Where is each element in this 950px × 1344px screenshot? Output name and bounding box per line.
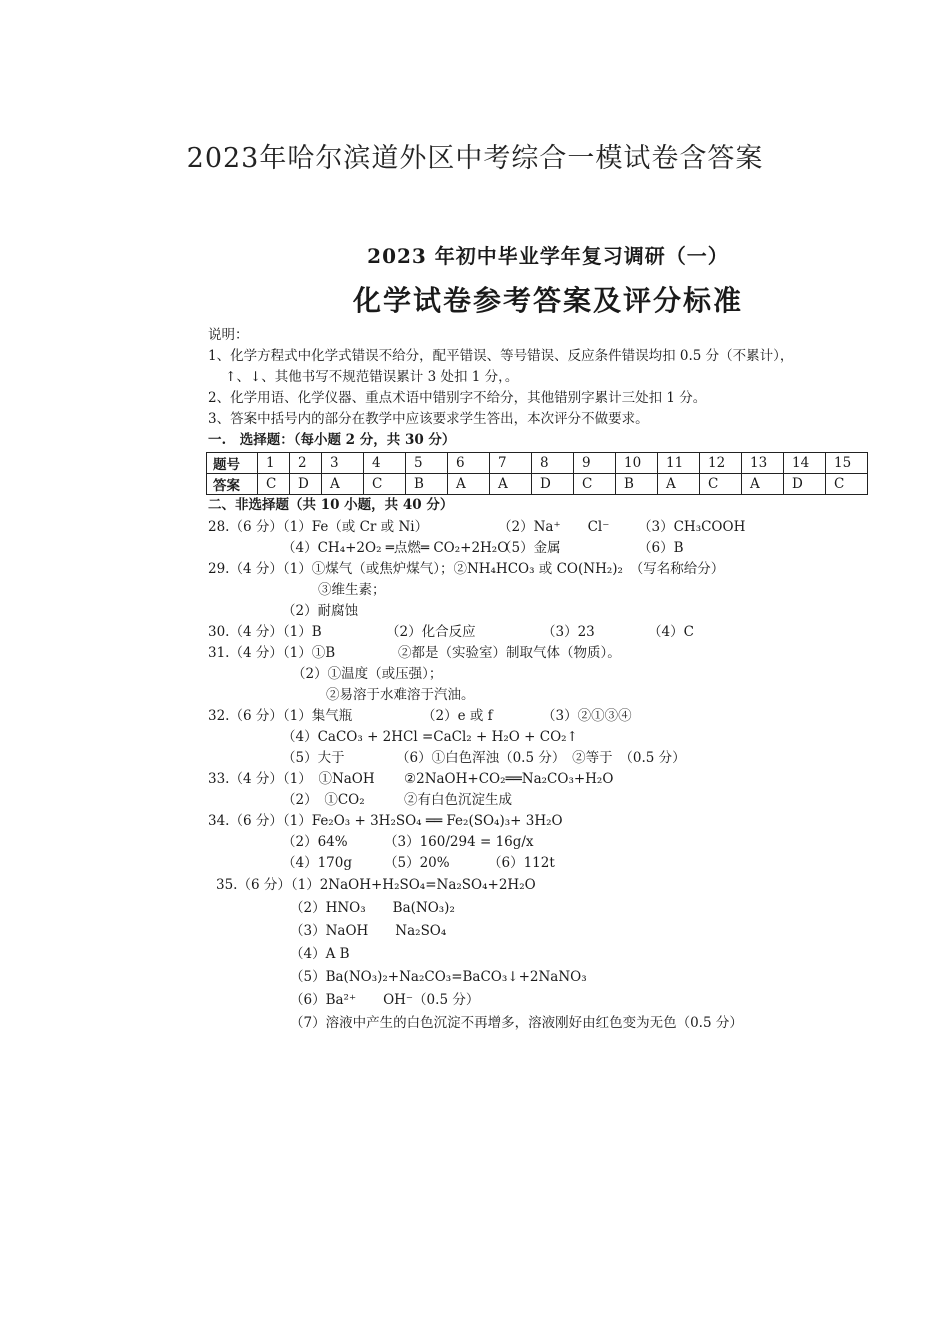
q32-part: （4）CaCO₃ + 2HCl =CaCl₂ + H₂O + CO₂↑	[282, 729, 578, 745]
q30-part: （4）C	[648, 624, 694, 640]
question-number: 5	[406, 453, 448, 474]
answer-line-q33	[208, 769, 898, 790]
answer-line-q34	[208, 811, 898, 832]
q33-part: ②2NaOH+CO₂══Na₂CO₃+H₂O	[404, 771, 614, 787]
answer-line-q29	[208, 601, 898, 622]
answer-cell: D	[784, 474, 826, 495]
note-line: ↑、↓、其他书写不规范错误累计 3 处扣 1 分，。	[208, 369, 519, 385]
answer-line-q35	[216, 989, 898, 1012]
q33-part: （2） ①CO₂	[282, 792, 365, 808]
q34-part: （5）20%	[384, 855, 450, 871]
question-number: 9	[574, 453, 616, 474]
document-title: 2023年哈尔滨道外区中考综合一模试卷含答案	[186, 143, 764, 174]
q34-part: （2）64%	[282, 834, 348, 850]
q28-part: （3）CH₃COOH	[638, 519, 746, 535]
answer-line-q30	[208, 622, 898, 643]
question-number: 1	[258, 453, 290, 474]
q28-part: （5）金属	[498, 540, 561, 556]
q31-part: ②易溶于水难溶于汽油。	[326, 687, 475, 703]
q30-part: （3）23	[542, 624, 595, 640]
answer-key-heading: 化学试卷参考答案及评分标准	[352, 284, 743, 317]
answer-cell: A	[448, 474, 490, 495]
q32-part: 32.（6 分）（1）集气瓶	[208, 708, 353, 724]
answer-line-q33	[208, 790, 898, 811]
q34-part: （3）160/294 = 16g/x	[384, 834, 534, 850]
answer-cell: A	[658, 474, 700, 495]
answer-line-q35	[216, 874, 898, 897]
q35-part: （4）A B	[290, 946, 350, 962]
answer-cell: B	[406, 474, 448, 495]
question-number: 11	[658, 453, 700, 474]
question-number: 14	[784, 453, 826, 474]
answer-line-q34	[208, 853, 898, 874]
q29-part: （2）耐腐蚀	[282, 603, 359, 619]
q34-part: （6）112t	[488, 855, 555, 871]
question-number: 10	[616, 453, 658, 474]
question-number: 3	[322, 453, 364, 474]
scanned-answer-sheet	[198, 228, 898, 1031]
q29-part: 29.（4 分）（1）①煤气（或焦炉煤气）；②NH₄HCO₃ 或 CO(NH₂)₂ （写名称给分）	[208, 561, 725, 577]
section-multiple-choice-title: 一. 选择题：（每小题 2 分，共 30 分）	[208, 432, 456, 448]
note-line: 说明：	[208, 327, 249, 343]
q34-part: 34.（6 分）（1）Fe₂O₃ + 3H₂SO₄ ══ Fe₂(SO₄)₃+ 3H₂O	[208, 813, 563, 829]
note-line: 1、化学方程式中化学式错误不给分，配平错误、等号错误、反应条件错误均扣 0.5 分（不累计），	[208, 348, 794, 364]
question-number: 8	[532, 453, 574, 474]
answer-cell: A	[322, 474, 364, 495]
q28-part: （4）CH₄+2O₂ ═点燃═ CO₂+2H₂O	[282, 540, 509, 556]
grading-notes	[208, 325, 898, 430]
q31-part: 31.（4 分）（1）①B	[208, 645, 336, 661]
q33-part: 33.（4 分）（1） ①NaOH	[208, 771, 375, 787]
answer-cell: D	[290, 474, 322, 495]
answer-line-q28	[208, 517, 898, 538]
q35-part: （2）HNO₃ Ba(NO₃)₂	[290, 900, 455, 916]
answer-line-q28	[208, 538, 898, 559]
q35-part: （7）溶液中产生的白色沉淀不再增多，溶液刚好由红色变为无色（0.5 分）	[290, 1015, 743, 1031]
note-line: 2、化学用语、化学仪器、重点术语中错别字不给分，其他错别字累计三处扣 1 分。	[208, 390, 707, 406]
answer-line-q29	[208, 580, 898, 601]
answer-line-q35	[216, 920, 898, 943]
q32-part: （3）②①③④	[542, 708, 632, 724]
q32-part: （2）e 或 f	[422, 708, 493, 724]
table-header-label: 题号	[207, 453, 258, 474]
answer-cell: C	[258, 474, 290, 495]
exam-heading: 2023 年初中毕业学年复习调研（一）	[367, 244, 729, 268]
answer-line-q32	[208, 748, 898, 769]
free-response-answers	[208, 517, 898, 874]
question-number-row	[207, 453, 868, 474]
question-number: 15	[826, 453, 868, 474]
answer-line-q35	[216, 1012, 898, 1035]
q35-part: （6）Ba²⁺ OH⁻（0.5 分）	[290, 992, 480, 1008]
q29-part: ③维生素；	[318, 582, 386, 598]
q35-part: 35.（6 分）（1）2NaOH+H₂SO₄=Na₂SO₄+2H₂O	[216, 877, 536, 893]
answer-line-q35	[216, 897, 898, 920]
answer-cell: C	[574, 474, 616, 495]
q33-part: ②有白色沉淀生成	[404, 792, 512, 808]
answer-cell: A	[742, 474, 784, 495]
answer-line-q35	[216, 966, 898, 989]
answer-block-q35	[216, 874, 898, 1035]
question-number: 4	[364, 453, 406, 474]
q28-part: 28.（6 分）（1）Fe（或 Cr 或 Ni）	[208, 519, 429, 535]
answer-cell: A	[490, 474, 532, 495]
answer-cell: D	[532, 474, 574, 495]
q35-part: （3）NaOH Na₂SO₄	[290, 923, 447, 939]
section-free-response-title: 二、非选择题（共 10 小题，共 40 分）	[208, 497, 454, 513]
answer-line-q29	[208, 559, 898, 580]
answer-line-q32	[208, 727, 898, 748]
answer-line-q31	[208, 664, 898, 685]
answer-table	[206, 452, 868, 495]
q30-part: （2）化合反应	[386, 624, 476, 640]
answer-row	[207, 474, 868, 495]
answer-cell: C	[364, 474, 406, 495]
q28-part: （6）B	[638, 540, 684, 556]
answer-cell: C	[700, 474, 742, 495]
answer-line-q34	[208, 832, 898, 853]
table-answer-label: 答案	[207, 474, 258, 495]
q35-part: （5）Ba(NO₃)₂+Na₂CO₃=BaCO₃↓+2NaNO₃	[290, 969, 587, 985]
answer-line-q31	[208, 643, 898, 664]
question-number: 7	[490, 453, 532, 474]
answer-cell: B	[616, 474, 658, 495]
question-number: 2	[290, 453, 322, 474]
answer-line-q31	[208, 685, 898, 706]
note-line: 3、答案中括号内的部分在教学中应该要求学生答出，本次评分不做要求。	[208, 411, 649, 427]
q31-part: ②都是（实验室）制取气体（物质）。	[398, 645, 621, 661]
q31-part: （2）①温度（或压强）；	[292, 666, 443, 682]
q34-part: （4）170g	[282, 855, 352, 871]
q28-part: （2）Na⁺ Cl⁻	[498, 519, 610, 535]
question-number: 12	[700, 453, 742, 474]
q32-part: （5）大于	[282, 750, 345, 766]
answer-cell: C	[826, 474, 868, 495]
question-number: 6	[448, 453, 490, 474]
question-number: 13	[742, 453, 784, 474]
answer-line-q35	[216, 943, 898, 966]
q30-part: 30.（4 分）（1）B	[208, 624, 322, 640]
answer-line-q32	[208, 706, 898, 727]
q32-part: （6）①白色浑浊（0.5 分） ②等于 （0.5 分）	[396, 750, 686, 766]
